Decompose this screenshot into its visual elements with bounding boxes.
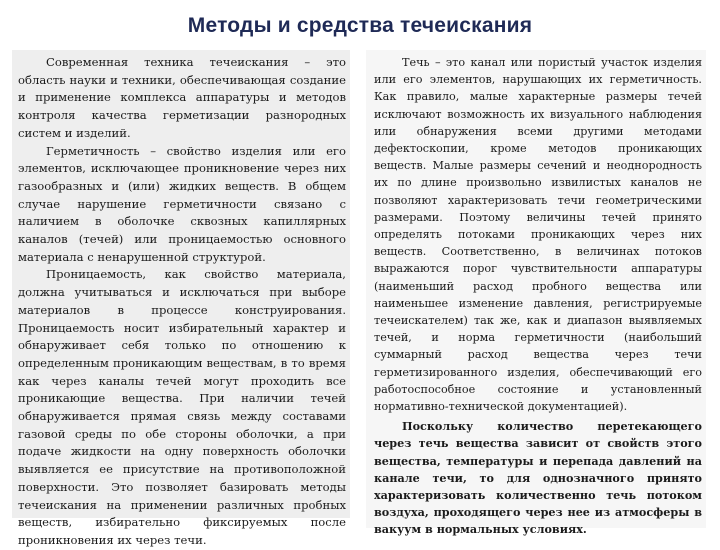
- left-text-scan: [12, 50, 350, 547]
- slide-title: Методы и средства течеискания: [187, 14, 533, 37]
- paragraph-leak-quantification: Поскольку количество перетекающего через течь вещества зависит от свойств этого вещества, температуры и перепада давлений на канале течи, то для однозначного принято характеризовать количественно течь потоком воздуха, проходящего через нее из атмосферы в вакуум в нормальных условиях.: [374, 419, 702, 537]
- right-text-scan: [366, 50, 706, 537]
- paragraph-hermeticity-definition: Герметичность – свойство изделия или его элементов, исключающее проникновение через них газообразных и (или) жидких веществ. В общем случае нарушение герметичности связано с наличием в оболочке сквозных капиллярных каналов (течей) или проницаемостью основного материала с ненарушенной структурой.: [18, 143, 346, 264]
- paragraph-leak-definition: Течь – это канал или пористый участок изделия или его элементов, нарушающих их герметичность. Как правило, малые характерные размеры течей исключают возможность их визуального наблюдения или обнаружения всеми другими методами дефектоскопии, кроме методов проникающих веществ. Малые размеры сечений и неоднородность их по длине произвольно извилистых каналов не позволяют характеризовать течи геометрическими размерами. Поэтому величины течей принято определять потоками проникающих через них веществ. Соответственно, в величинах потоков выражаются порог чувствительности аппаратуры (наименьший расход пробного вещества или наименьшее изменение давления, регистрируемые течеискателем) так же, как и диапазон выявляемых течей, и норма герметичности (наибольший суммарный расход вещества через течи герметизированного изделия, обеспечивающий его работоспособное состояние и установленный нормативно-технической документацией).: [374, 56, 702, 414]
- paragraph-leak-detection-definition: Современная техника течеискания – это область науки и техники, обеспечивающая создание и применение комплекса аппаратуры и методов контроля качества герметизации разнородных систем и изделий.: [18, 55, 346, 140]
- paragraph-permeability: Проницаемость, как свойство материала, должна учитываться и исключаться при выборе материалов в процессе конструирования. Проницаемость носит избирательный характер и обнаруживает себя только по отношению к определенным проникающим веществам, в то время как через каналы течей могут проходить все проникающие вещества. При наличии течей обнаруживается прямая связь между составами газовой среды по обе стороны оболочки, а при подаче жидкости на одну поверхность оболочки выявляется ее присутствие на противоположной поверхности. Это позволяет базировать методы течеискания на применении различных пробных веществ, избирательно фиксируемых после проникновения их через течи.: [18, 267, 346, 547]
